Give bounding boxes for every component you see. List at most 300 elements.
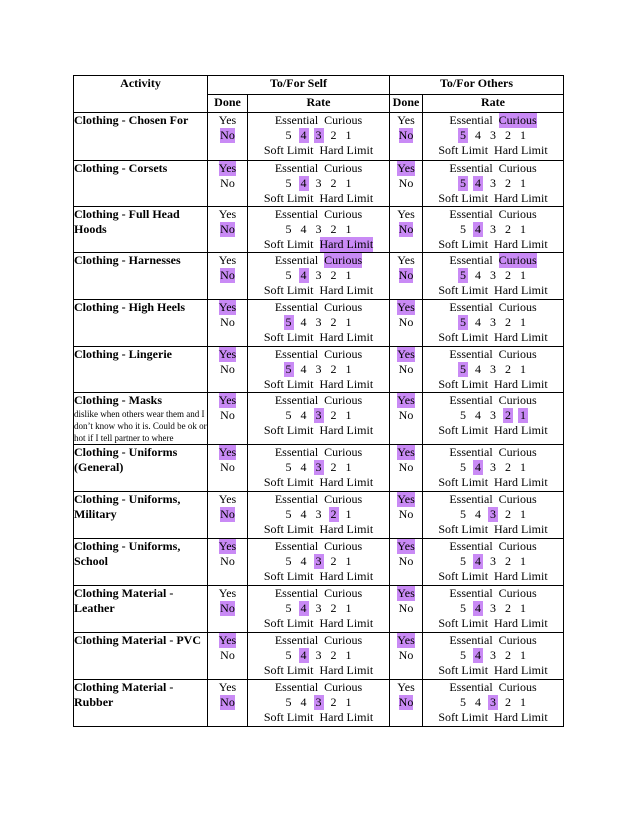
self-done-cell	[208, 161, 248, 207]
rate-numbers-line	[248, 176, 389, 191]
rate-number-3: 3	[315, 601, 322, 615]
activity-header: Activity	[74, 76, 208, 113]
no-option: No	[398, 460, 414, 474]
activity-cell	[74, 347, 208, 393]
activity-cell	[74, 300, 208, 347]
rate-number-2: 2	[330, 648, 337, 662]
rate-word-essential: Essential	[449, 347, 493, 361]
rate-word-curious: Curious	[498, 393, 537, 407]
rate-limits-line	[248, 377, 389, 392]
rate-word-curious: Curious	[498, 253, 537, 267]
rate-number-2: 2	[505, 362, 512, 376]
others-done-cell	[390, 253, 423, 300]
rate-number-1: 1	[520, 554, 527, 568]
self-done-cell	[208, 492, 248, 539]
rate-soft-limit: Soft Limit	[263, 330, 314, 344]
rate-numbers-line	[423, 554, 563, 569]
rate-number-1: 1	[345, 554, 352, 568]
rate-number-1: 1	[520, 362, 527, 376]
rate-number-2: 2	[330, 128, 337, 142]
no-option: No	[398, 554, 414, 568]
rate-number-1: 1	[520, 268, 527, 282]
activity-cell	[74, 539, 208, 586]
rate-numbers-line	[248, 315, 389, 330]
rate-number-3: 3	[315, 268, 322, 282]
no-option: No	[398, 362, 414, 376]
rate-soft-limit: Soft Limit	[438, 283, 489, 297]
rate-words-line	[248, 300, 389, 315]
rate-number-4: 4	[475, 268, 482, 282]
rate-limits-line	[423, 377, 563, 392]
rate-soft-limit: Soft Limit	[438, 710, 489, 724]
others-rate-header: Rate	[423, 95, 564, 113]
yes-option: Yes	[397, 586, 415, 600]
rate-soft-limit: Soft Limit	[438, 330, 489, 344]
others-rate-cell	[423, 680, 564, 727]
rate-words-line	[423, 253, 563, 268]
rate-hard-limit: Hard Limit	[494, 191, 548, 205]
rate-number-4: 4	[300, 460, 307, 474]
activity-title: Clothing - Uniforms, Military	[74, 492, 181, 521]
rate-words-line	[248, 207, 389, 222]
rate-numbers-line	[423, 408, 563, 423]
yes-option: Yes	[218, 393, 237, 407]
rate-word-curious: Curious	[498, 207, 537, 221]
self-done-header: Done	[208, 95, 248, 113]
rate-numbers-line	[248, 222, 389, 237]
yes-option: Yes	[397, 113, 415, 127]
rate-numbers-line	[248, 408, 389, 423]
others-rate-cell	[423, 161, 564, 207]
table-row	[74, 586, 564, 633]
rate-numbers-line	[423, 507, 563, 522]
rate-numbers-line	[248, 695, 389, 710]
rate-word-curious: Curious	[498, 539, 537, 553]
rate-number-2: 2	[330, 408, 337, 422]
rate-number-1: 1	[345, 408, 352, 422]
rate-soft-limit: Soft Limit	[263, 710, 314, 724]
rate-number-5: 5	[460, 554, 467, 568]
rate-limits-line	[248, 330, 389, 345]
rate-words-line	[248, 445, 389, 460]
rate-number-5: 5	[460, 176, 467, 190]
rate-words-line	[423, 161, 563, 176]
rate-word-essential: Essential	[274, 300, 319, 314]
rate-number-1: 1	[345, 268, 352, 282]
rate-number-2: 2	[505, 315, 512, 329]
rate-number-5: 5	[460, 362, 467, 376]
yes-option: Yes	[218, 161, 237, 175]
rate-numbers-line	[248, 128, 389, 143]
others-done-cell	[390, 539, 423, 586]
yes-option: Yes	[218, 347, 237, 361]
rate-limits-line	[423, 191, 563, 206]
activity-cell	[74, 113, 208, 161]
rate-numbers-line	[248, 507, 389, 522]
rate-words-line	[423, 445, 563, 460]
no-option: No	[398, 222, 414, 236]
rate-number-4: 4	[475, 176, 482, 190]
table-row	[74, 300, 564, 347]
self-done-cell	[208, 300, 248, 347]
rate-words-line	[248, 680, 389, 695]
rate-numbers-line	[423, 222, 563, 237]
rate-limits-line	[423, 616, 563, 631]
yes-option: Yes	[218, 253, 237, 267]
rate-number-2: 2	[330, 315, 337, 329]
no-option: No	[220, 601, 235, 615]
self-done-cell	[208, 680, 248, 727]
no-option: No	[220, 460, 235, 474]
rate-word-essential: Essential	[449, 161, 493, 175]
rate-numbers-line	[248, 362, 389, 377]
rate-number-3: 3	[315, 648, 322, 662]
rate-hard-limit: Hard Limit	[319, 330, 374, 344]
rate-numbers-line	[248, 554, 389, 569]
rate-number-1: 1	[520, 408, 527, 422]
rate-word-essential: Essential	[274, 680, 319, 694]
rate-number-1: 1	[520, 315, 527, 329]
rate-number-3: 3	[490, 554, 497, 568]
rate-limits-line	[248, 237, 389, 252]
rate-words-line	[248, 113, 389, 128]
rate-number-4: 4	[475, 648, 482, 662]
activity-title: Clothing - Harnesses	[74, 253, 181, 267]
rate-numbers-line	[423, 460, 563, 475]
rate-number-5: 5	[460, 695, 467, 709]
others-done-cell	[390, 633, 423, 680]
rate-number-5: 5	[285, 408, 292, 422]
activity-title: Clothing - Lingerie	[74, 347, 172, 361]
self-done-cell	[208, 445, 248, 492]
rate-number-5: 5	[460, 222, 467, 236]
yes-option: Yes	[397, 161, 415, 175]
others-done-cell	[390, 492, 423, 539]
rate-word-curious: Curious	[324, 300, 363, 314]
rate-number-1: 1	[520, 695, 527, 709]
rate-number-2: 2	[505, 222, 512, 236]
rate-numbers-line	[248, 601, 389, 616]
rate-hard-limit: Hard Limit	[494, 143, 548, 157]
no-option: No	[398, 176, 414, 190]
rate-soft-limit: Soft Limit	[263, 663, 314, 677]
rate-number-3: 3	[490, 362, 497, 376]
rate-hard-limit: Hard Limit	[494, 330, 548, 344]
rate-limits-line	[423, 663, 563, 678]
self-rate-cell	[248, 445, 390, 492]
table-row	[74, 393, 564, 445]
rate-number-5: 5	[285, 507, 292, 521]
table-body	[74, 113, 564, 727]
rate-number-1: 1	[345, 648, 352, 662]
rate-hard-limit: Hard Limit	[494, 710, 548, 724]
rate-word-curious: Curious	[324, 347, 363, 361]
rate-words-line	[248, 393, 389, 408]
rate-words-line	[248, 253, 389, 268]
no-option: No	[398, 128, 414, 142]
no-option: No	[398, 408, 414, 422]
rate-hard-limit: Hard Limit	[494, 663, 548, 677]
rate-word-curious: Curious	[498, 113, 537, 127]
rate-number-2: 2	[330, 268, 337, 282]
self-done-cell	[208, 586, 248, 633]
rate-words-line	[423, 539, 563, 554]
rate-soft-limit: Soft Limit	[263, 569, 314, 583]
rate-word-curious: Curious	[324, 492, 363, 506]
others-rate-cell	[423, 539, 564, 586]
rate-limits-line	[423, 330, 563, 345]
no-option: No	[398, 507, 414, 521]
self-done-cell	[208, 393, 248, 445]
no-option: No	[220, 315, 235, 329]
rate-number-3: 3	[315, 554, 322, 568]
rate-number-2: 2	[330, 362, 337, 376]
rate-words-line	[423, 680, 563, 695]
table-row	[74, 539, 564, 586]
activity-title: Clothing - Uniforms (General)	[74, 445, 178, 474]
rate-number-4: 4	[475, 554, 482, 568]
rate-number-1: 1	[345, 601, 352, 615]
activity-title: Clothing - Uniforms, School	[74, 539, 181, 568]
rate-words-line	[248, 347, 389, 362]
rate-hard-limit: Hard Limit	[494, 283, 548, 297]
no-option: No	[398, 315, 414, 329]
rate-number-4: 4	[300, 601, 307, 615]
rate-word-essential: Essential	[274, 633, 319, 647]
yes-option: Yes	[218, 113, 237, 127]
rate-number-5: 5	[460, 601, 467, 615]
rate-number-3: 3	[315, 408, 322, 422]
rate-hard-limit: Hard Limit	[319, 569, 374, 583]
self-done-cell	[208, 253, 248, 300]
rate-hard-limit: Hard Limit	[319, 475, 374, 489]
rate-words-line	[423, 300, 563, 315]
rate-number-4: 4	[300, 176, 307, 190]
activity-title: Clothing Material - Rubber	[74, 680, 174, 709]
others-done-cell	[390, 300, 423, 347]
rate-number-1: 1	[520, 507, 527, 521]
rate-numbers-line	[423, 601, 563, 616]
rate-number-3: 3	[315, 128, 322, 142]
others-rate-cell	[423, 253, 564, 300]
rate-word-essential: Essential	[274, 207, 319, 221]
rate-number-1: 1	[520, 601, 527, 615]
rate-number-2: 2	[505, 268, 512, 282]
rate-hard-limit: Hard Limit	[319, 191, 374, 205]
rate-number-2: 2	[505, 460, 512, 474]
rate-word-essential: Essential	[449, 445, 493, 459]
self-done-cell	[208, 633, 248, 680]
rate-number-2: 2	[330, 695, 337, 709]
self-done-cell	[208, 113, 248, 161]
self-rate-cell	[248, 633, 390, 680]
others-rate-cell	[423, 586, 564, 633]
no-option: No	[220, 507, 235, 521]
activity-cell	[74, 586, 208, 633]
rate-words-line	[423, 586, 563, 601]
rate-soft-limit: Soft Limit	[438, 569, 489, 583]
rate-soft-limit: Soft Limit	[263, 522, 314, 536]
self-rate-cell	[248, 300, 390, 347]
rate-word-essential: Essential	[274, 253, 319, 267]
rate-number-4: 4	[300, 408, 307, 422]
others-rate-cell	[423, 347, 564, 393]
rate-number-1: 1	[345, 362, 352, 376]
rate-soft-limit: Soft Limit	[438, 522, 489, 536]
rate-soft-limit: Soft Limit	[438, 143, 489, 157]
activity-cell	[74, 207, 208, 253]
table-row	[74, 207, 564, 253]
rate-number-4: 4	[300, 128, 307, 142]
rate-word-essential: Essential	[449, 586, 493, 600]
rate-limits-line	[248, 283, 389, 298]
rate-limits-line	[423, 522, 563, 537]
rate-number-4: 4	[300, 554, 307, 568]
self-rate-cell	[248, 161, 390, 207]
activity-cell	[74, 633, 208, 680]
rate-number-4: 4	[475, 128, 482, 142]
yes-option: Yes	[218, 539, 237, 553]
activity-title: Clothing - Corsets	[74, 161, 168, 175]
rate-number-2: 2	[505, 128, 512, 142]
rate-number-1: 1	[345, 460, 352, 474]
others-rate-cell	[423, 207, 564, 253]
rate-number-4: 4	[300, 222, 307, 236]
yes-option: Yes	[218, 633, 237, 647]
rate-limits-line	[423, 475, 563, 490]
self-rate-cell	[248, 207, 390, 253]
rate-soft-limit: Soft Limit	[263, 377, 314, 391]
rate-hard-limit: Hard Limit	[319, 616, 374, 630]
rate-words-line	[248, 492, 389, 507]
no-option: No	[220, 695, 235, 709]
others-rate-cell	[423, 113, 564, 161]
rate-word-curious: Curious	[324, 161, 363, 175]
rate-word-curious: Curious	[324, 680, 363, 694]
others-rate-cell	[423, 393, 564, 445]
rate-soft-limit: Soft Limit	[263, 616, 314, 630]
rate-soft-limit: Soft Limit	[263, 423, 314, 437]
rate-number-3: 3	[490, 601, 497, 615]
activity-title: Clothing Material - PVC	[74, 633, 201, 647]
rate-number-5: 5	[285, 222, 292, 236]
rate-word-essential: Essential	[449, 113, 493, 127]
rate-hard-limit: Hard Limit	[319, 237, 374, 251]
rate-number-4: 4	[475, 695, 482, 709]
rate-number-1: 1	[345, 222, 352, 236]
others-rate-cell	[423, 300, 564, 347]
rate-word-curious: Curious	[498, 445, 537, 459]
rate-number-4: 4	[300, 362, 307, 376]
rate-number-5: 5	[285, 362, 292, 376]
self-done-cell	[208, 539, 248, 586]
rate-number-5: 5	[285, 601, 292, 615]
rate-word-curious: Curious	[498, 300, 537, 314]
activity-cell	[74, 445, 208, 492]
rate-limits-line	[248, 569, 389, 584]
rate-number-3: 3	[490, 507, 497, 521]
rate-soft-limit: Soft Limit	[263, 143, 314, 157]
rate-word-curious: Curious	[498, 492, 537, 506]
others-rate-cell	[423, 633, 564, 680]
rate-number-5: 5	[285, 695, 292, 709]
rate-number-2: 2	[505, 507, 512, 521]
rate-numbers-line	[248, 268, 389, 283]
activity-title: Clothing - Full Head Hoods	[74, 207, 180, 236]
rate-limits-line	[423, 237, 563, 252]
activity-note: dislike when others wear them and I don’t know who it is. Could be ok or hot if I tell partner to where	[74, 409, 207, 443]
rate-soft-limit: Soft Limit	[438, 616, 489, 630]
rate-word-curious: Curious	[324, 633, 363, 647]
activity-title: Clothing Material - Leather	[74, 586, 174, 615]
rate-words-line	[423, 207, 563, 222]
rate-limits-line	[248, 475, 389, 490]
others-done-cell	[390, 161, 423, 207]
rate-hard-limit: Hard Limit	[319, 143, 374, 157]
rate-hard-limit: Hard Limit	[319, 710, 374, 724]
rate-word-curious: Curious	[324, 445, 363, 459]
rate-hard-limit: Hard Limit	[494, 423, 548, 437]
self-header: To/For Self	[208, 76, 390, 95]
rate-word-essential: Essential	[449, 492, 493, 506]
rate-soft-limit: Soft Limit	[263, 191, 314, 205]
no-option: No	[220, 408, 235, 422]
no-option: No	[398, 268, 414, 282]
others-rate-cell	[423, 445, 564, 492]
rate-word-essential: Essential	[449, 300, 493, 314]
rate-number-1: 1	[345, 695, 352, 709]
rate-number-5: 5	[460, 460, 467, 474]
rate-limits-line	[423, 569, 563, 584]
rate-words-line	[248, 633, 389, 648]
rate-number-4: 4	[300, 268, 307, 282]
no-option: No	[220, 128, 235, 142]
yes-option: Yes	[218, 207, 237, 221]
activity-table	[73, 75, 564, 727]
yes-option: Yes	[218, 586, 237, 600]
self-rate-cell	[248, 539, 390, 586]
rate-number-2: 2	[505, 601, 512, 615]
rate-number-3: 3	[315, 362, 322, 376]
rate-words-line	[423, 633, 563, 648]
rate-words-line	[423, 113, 563, 128]
rate-soft-limit: Soft Limit	[438, 663, 489, 677]
rate-limits-line	[248, 143, 389, 158]
rate-numbers-line	[423, 695, 563, 710]
rate-word-essential: Essential	[449, 539, 493, 553]
rate-word-essential: Essential	[449, 680, 493, 694]
others-done-cell	[390, 207, 423, 253]
activity-cell	[74, 161, 208, 207]
rate-soft-limit: Soft Limit	[438, 475, 489, 489]
self-rate-cell	[248, 586, 390, 633]
table-row	[74, 680, 564, 727]
rate-limits-line	[248, 710, 389, 725]
rate-soft-limit: Soft Limit	[438, 423, 489, 437]
table-row	[74, 347, 564, 393]
rate-number-2: 2	[505, 648, 512, 662]
rate-word-essential: Essential	[274, 586, 319, 600]
no-option: No	[398, 648, 414, 662]
rate-number-5: 5	[285, 460, 292, 474]
table-row	[74, 633, 564, 680]
rate-number-3: 3	[490, 128, 497, 142]
rate-word-essential: Essential	[274, 347, 319, 361]
rate-number-4: 4	[475, 362, 482, 376]
rate-limits-line	[423, 423, 563, 438]
rate-number-4: 4	[300, 695, 307, 709]
yes-option: Yes	[218, 680, 237, 694]
